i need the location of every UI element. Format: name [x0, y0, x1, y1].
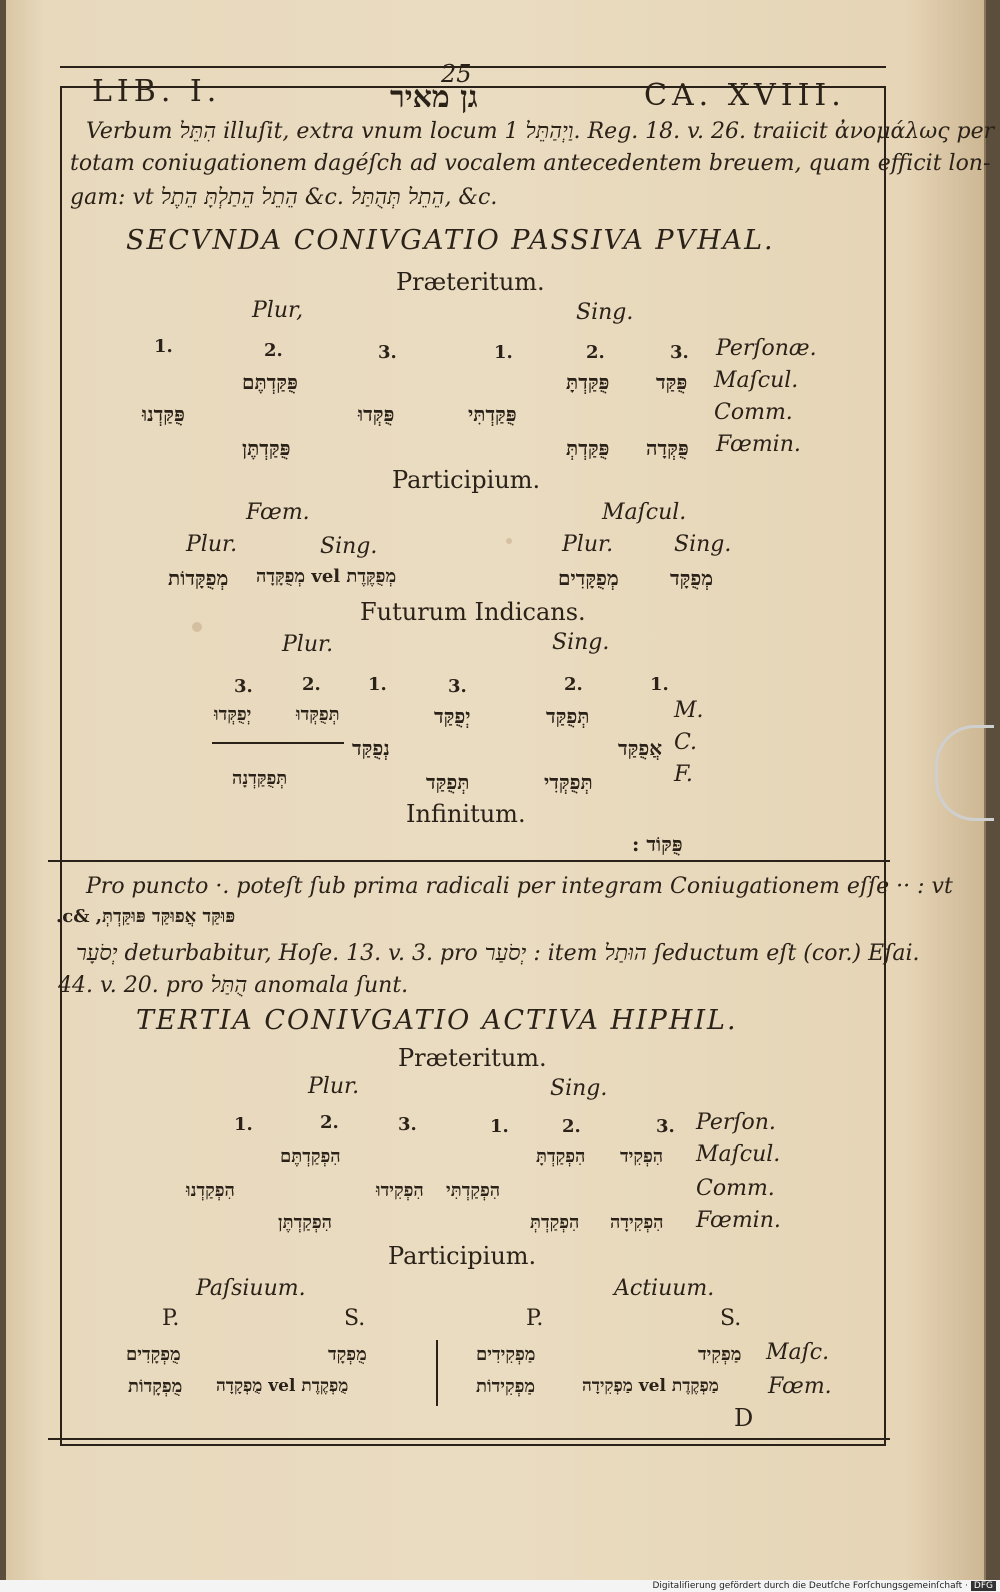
person-number: 1. [494, 342, 513, 363]
heading-praeteritum: Præteritum. [396, 268, 545, 296]
label-person: Perſon. [696, 1110, 776, 1135]
label-s: S. [720, 1306, 742, 1331]
label-sing: Sing. [674, 532, 732, 557]
form-2sg-masc: הִפְקַדְתָּ [536, 1146, 586, 1167]
person-number: 3. [398, 1114, 417, 1135]
future-1sg-comm: אֲפֻקַּד [618, 736, 663, 760]
person-number: 3. [234, 676, 253, 697]
person-number: 2. [586, 342, 605, 363]
label-p: P. [162, 1306, 180, 1331]
heading-participium: Participium. [392, 466, 541, 494]
label-p: P. [526, 1306, 544, 1331]
label-sing: Sing. [320, 534, 378, 559]
ditto-line [212, 742, 344, 744]
label-plur: Plur. [562, 532, 614, 557]
label-comm: Comm. [714, 400, 793, 425]
note-line-4: 44. v. 20. pro הֻתַּל anomala ſunt. [58, 973, 409, 998]
form-2pl-fem: הִפְקַדְתֶּן [278, 1212, 332, 1233]
form-2sg-masc: פֻּקַּדְתָּ [566, 370, 610, 394]
label-mascul: Maſcul. [696, 1142, 781, 1167]
label-mascul-participle: Maſcul. [602, 500, 687, 525]
intro-line-3: gam: vt הֵתֵל הֵתַלְתָּ הֵתֶל &c. הֵתֵל תְּהֻתַּל, &c. [70, 185, 498, 210]
note-line-1: Pro puncto ·. poteſt ſub prima radicali per integram Coniugationem eſſe ·· : vt [86, 874, 953, 899]
note-line-2: פּוּקַּד אֲפוּקַּד פּוּקַּדְתְּ, &c. [56, 906, 236, 927]
person-number: 1. [154, 336, 173, 357]
future-2sg-masc: תְּפֻקַּד [546, 704, 590, 728]
label-m: M. [674, 698, 704, 723]
person-number: 2. [320, 1112, 339, 1133]
intro-line-1: Verbum הִתֵּל illuſit, extra vnum locum וַיְהַתֵּל 1. Reg. 18. v. 26. traiicit ἀνομάλως per [86, 119, 995, 144]
intro-line-2: totam coniugationem dagéſch ad vocalem antecedentem breuem, quam efficit lon- [70, 151, 991, 176]
passive-masc-pl: מֻפְקָדִים [126, 1344, 181, 1365]
label-f: F. [674, 762, 693, 787]
header-left: LIB. I. [92, 74, 222, 109]
page-number: 25 [441, 60, 472, 88]
person-number: 1. [234, 1114, 253, 1135]
future-2pl-masc: תְּפֻקְּדוּ [296, 704, 340, 725]
person-number: 2. [564, 674, 583, 695]
future-3pl-fem: תְּפֻקַּדְנָה [232, 768, 288, 789]
person-number: 1. [490, 1116, 509, 1137]
form-2sg-fem: הִפְקַדְתְּ [530, 1212, 580, 1233]
form-3pl-comm: הִפְקִידוּ [376, 1180, 424, 1201]
person-number: 1. [650, 674, 669, 695]
active-fem-pl: מַפְקִידוֹת [476, 1376, 536, 1397]
infinitive-form: פֻּקּוֹד : [632, 832, 683, 856]
active-masc-sg: מַפְקִיד [698, 1344, 742, 1365]
form-2pl-fem: פֻּקַּדְתֶּן [242, 436, 291, 460]
label-passiuum: Paſsiuum. [196, 1276, 306, 1301]
signature-mark: D [734, 1404, 754, 1432]
passive-masc-sg: מֻפְקָד [328, 1344, 367, 1365]
section-title-puhal: SECVNDA CONIVGATIO PASSIVA PVHAL. [126, 225, 775, 256]
label-sing: Sing. [552, 630, 610, 655]
note-line-3: יְסֹעָר deturbabitur, Hoſe. 13. v. 3. pro יְסֹעַר : item הוּתַל ſeductum eſt (cor.) Eſai. [76, 941, 920, 966]
bottom-rule [48, 1438, 890, 1440]
column-divider [436, 1340, 438, 1406]
person-number: 3. [670, 342, 689, 363]
label-foemin: Fœmin. [716, 432, 801, 457]
active-fem-sg: מַפְקֶדֶת vel מַפְקִידָה [582, 1376, 719, 1396]
active-masc-pl: מַפְקִידִים [476, 1344, 536, 1365]
heading-participium: Participium. [388, 1242, 537, 1270]
future-2sg-fem: תְּפֻקְּדִי [544, 770, 593, 794]
book-page [6, 0, 995, 1580]
person-number: 1. [368, 674, 387, 695]
person-number: 3. [448, 676, 467, 697]
label-s: S. [344, 1306, 366, 1331]
heading-futurum: Futurum Indicans. [360, 598, 586, 626]
participle-masc-pl: מְפֻקָּדִים [558, 566, 619, 590]
form-2sg-fem: פֻּקַּדְתְּ [566, 436, 610, 460]
person-number: 3. [378, 342, 397, 363]
participle-masc-sg: מְפֻקָּד [670, 566, 714, 590]
person-number: 3. [656, 1116, 675, 1137]
form-3sg-masc: הִפְקִיד [620, 1146, 664, 1167]
paper-clip [935, 725, 994, 821]
label-mascul: Maſcul. [714, 368, 799, 393]
label-sing: Sing. [550, 1076, 608, 1101]
participle-fem-sg: מְפֻקֶּדֶת vel מְפֻקָּדָה [256, 566, 397, 587]
form-2pl-masc: הִפְקַדְתֶּם [280, 1146, 341, 1167]
label-plur: Plur. [186, 532, 238, 557]
person-number: 2. [264, 340, 283, 361]
form-1pl-comm: הִפְקַדְנוּ [186, 1180, 235, 1201]
label-actiuum: Actiuum. [614, 1276, 715, 1301]
form-1sg-comm: פֻּקַּדְתִּי [468, 402, 517, 426]
label-foemin: Fœmin. [696, 1208, 781, 1233]
dfg-logo: DFG [971, 1581, 996, 1591]
future-3sg-fem: תְּפֻקַּד [426, 770, 470, 794]
section-rule [48, 860, 890, 862]
form-3sg-fem: הִפְקִידָה [610, 1212, 664, 1233]
participle-fem-pl: מְפֻקָּדוֹת [168, 566, 229, 590]
person-number: 2. [562, 1116, 581, 1137]
future-1pl-comm: נְפֻקַּד [352, 736, 390, 760]
form-3sg-masc: פֻּקַּד [656, 370, 688, 394]
form-3sg-fem: פֻּקְּדָה [646, 436, 689, 460]
section-title-hiphil: TERTIA CONIVGATIO ACTIVA HIPHIL. [136, 1005, 738, 1036]
footer-credit [0, 1580, 1000, 1592]
passive-fem-sg: מֻפְקֶדֶת vel מֻפְקָדָה [216, 1376, 349, 1396]
passive-fem-pl: מֻפְקָדוֹת [128, 1376, 183, 1397]
label-plur: Plur, [252, 298, 304, 323]
form-1sg-comm: הִפְקַדְתִּי [446, 1180, 501, 1201]
label-sing: Sing. [576, 300, 634, 325]
label-personae: Perſonæ. [716, 336, 817, 361]
person-number: 2. [302, 674, 321, 695]
label-plur: Plur. [308, 1074, 360, 1099]
frame-rule [60, 66, 886, 68]
label-comm: Comm. [696, 1176, 775, 1201]
header-center: גן מאיר [390, 80, 478, 115]
label-foem: Fœm. [768, 1374, 832, 1399]
label-plur: Plur. [282, 632, 334, 657]
footer-text: Digitaliſierung gefördert durch die Deutſche Forſchungsgemeinſchaft · [652, 1581, 968, 1591]
label-c: C. [674, 730, 698, 755]
form-2pl-masc: פֻּקַּדְתֶּם [242, 370, 298, 394]
heading-praeteritum: Præteritum. [398, 1044, 547, 1072]
future-3sg-masc: יְפֻקַּד [434, 704, 471, 728]
form-1pl-comm: פֻּקַּדְנוּ [142, 402, 185, 426]
form-3pl-comm: פֻּקְּדוּ [358, 402, 395, 426]
label-masc: Maſc. [766, 1340, 830, 1365]
label-foem: Fœm. [246, 500, 310, 525]
header-right: CA. XVIII. [644, 78, 846, 113]
future-3pl-masc: יְפֻקְּדוּ [214, 704, 252, 725]
heading-infinitum: Infinitum. [406, 800, 526, 828]
